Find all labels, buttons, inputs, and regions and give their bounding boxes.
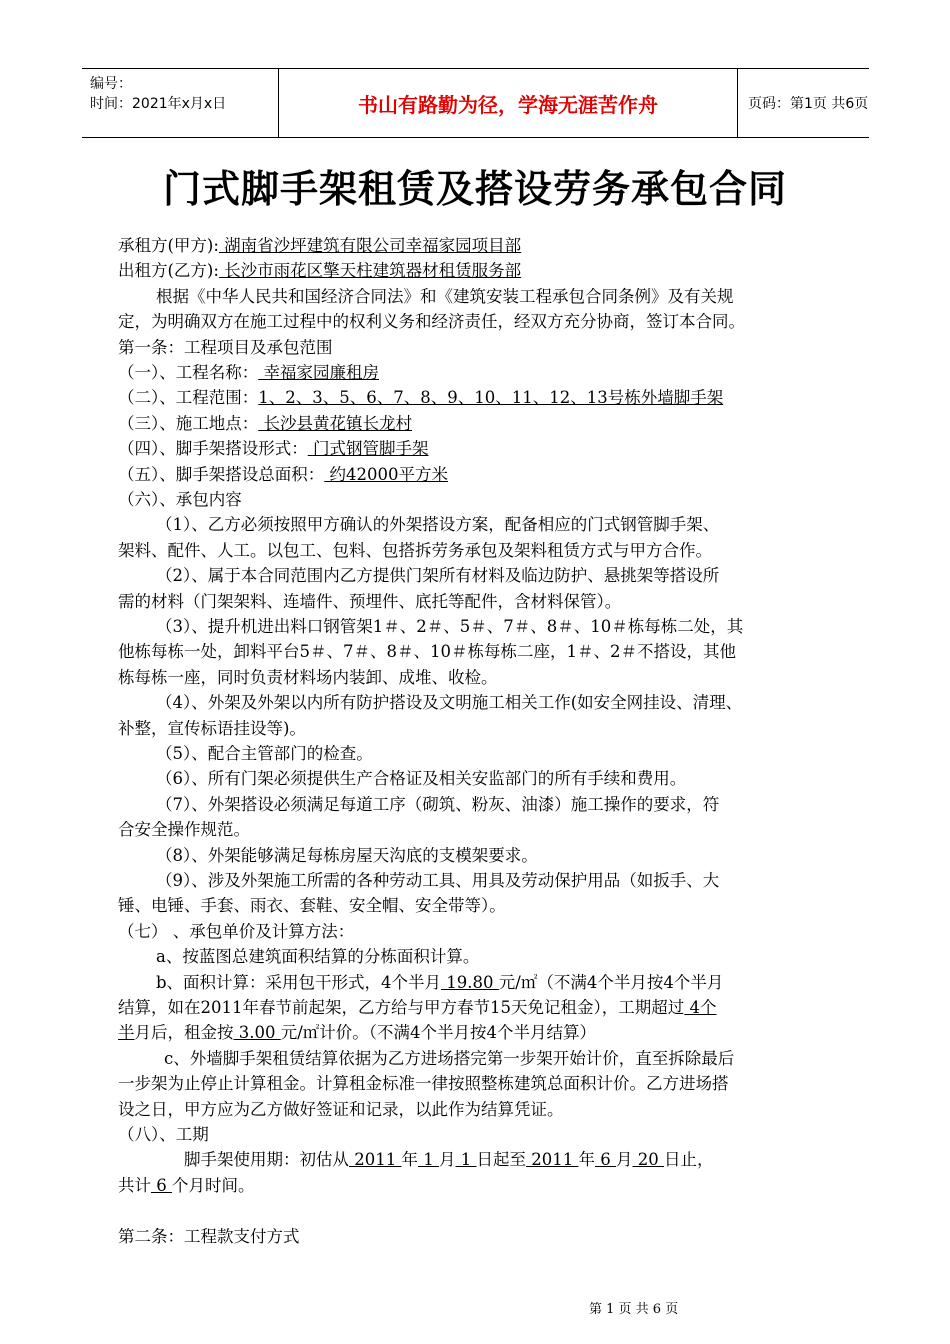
- text-segment: 个月时间。: [172, 1175, 255, 1195]
- text-segment: 补整，宣传标语挂设等)。: [118, 718, 306, 738]
- text-segment: 日起至: [476, 1150, 526, 1170]
- text-segment: 脚手架使用期：初估从: [184, 1150, 349, 1170]
- document-title: 门式脚手架租赁及搭设劳务承包合同: [162, 167, 787, 211]
- text-line: [156, 972, 723, 994]
- text-line: [156, 768, 686, 790]
- underlined-field: 3.00: [233, 1023, 281, 1043]
- text-line: [118, 921, 354, 943]
- text-segment: （9）、涉及外架施工所需的各种劳动工具、用具及劳动保护用品（如扳手、大: [156, 871, 720, 890]
- header-meta: [82, 69, 279, 137]
- text-segment: 他栋每栋一处，卸料平台5＃、7＃、8＃、10＃栋每栋二座，1＃、2＃不搭设，其他: [118, 642, 736, 662]
- text-segment: （6）、所有门架必须提供生产合格证及相关安监部门的所有手续和费用。: [156, 769, 687, 789]
- text-line: [118, 464, 448, 486]
- underlined-field: 约42000平方米: [324, 464, 448, 484]
- text-line: [118, 311, 745, 333]
- number-label: 编号：: [90, 76, 132, 92]
- text-line: [118, 260, 521, 282]
- text-line: [164, 1048, 734, 1070]
- text-segment: 日止，: [663, 1150, 714, 1170]
- text-line: [118, 489, 242, 511]
- text-line: [156, 845, 538, 867]
- text-segment: 年: [401, 1150, 418, 1170]
- text-segment: 锤、电锤、手套、雨衣、套鞋、安全帽、安全带等）。: [118, 896, 506, 916]
- text-segment: 年: [578, 1150, 595, 1170]
- text-segment: 一步架为止停止计算租金。计算租金标准一律按照整栋建筑总面积计价。乙方进场搭: [118, 1074, 729, 1094]
- text-segment: 承租方(甲方):: [118, 236, 219, 255]
- text-line: [118, 1175, 255, 1197]
- text-segment: （3）、提升机进出料口钢管架1＃、2＃、5＃、7＃、8＃、10＃栋每栋二处，其: [156, 617, 744, 636]
- text-segment: 第二条：工程款支付方式: [118, 1226, 300, 1246]
- page-header: [82, 68, 869, 138]
- underlined-field: 湖南省沙坪建筑有限公司幸福家园项目部: [218, 236, 522, 255]
- text-line: [118, 1099, 564, 1121]
- text-segment: （4）、外架及外架以内所有防护搭设及文明施工相关工作(如安全网挂设、清理、: [156, 693, 743, 713]
- text-line: [156, 514, 719, 536]
- text-line: [156, 616, 743, 638]
- underlined-field: 6: [594, 1150, 616, 1170]
- underlined-field: 2011: [349, 1150, 402, 1170]
- text-segment: （二）、工程范围：: [118, 388, 259, 408]
- text-line: [184, 1149, 713, 1171]
- text-segment: 共计: [118, 1175, 151, 1195]
- text-segment: b、面积计算：采用包干形式，4个半月: [156, 972, 442, 992]
- text-segment: 月: [438, 1150, 456, 1170]
- text-line: [118, 591, 621, 613]
- text-line: [156, 286, 734, 308]
- text-segment: （1）、乙方必须按照甲方确认的外架搭设方案，配备相应的门式钢管脚手架、: [156, 515, 720, 535]
- underlined-field: 幸福家园廉租房: [258, 363, 379, 382]
- time-label: 时间：2021年x月x日: [90, 96, 227, 112]
- text-line: [118, 1124, 209, 1146]
- text-line: [118, 641, 736, 663]
- text-line: [118, 1022, 596, 1044]
- text-line: [156, 692, 742, 714]
- underlined-field: 6: [151, 1175, 172, 1195]
- underlined-field: 2011: [525, 1150, 579, 1170]
- text-segment: 月: [615, 1150, 633, 1170]
- text-line: [118, 387, 723, 409]
- text-line: [118, 235, 521, 257]
- header-page-info: 页码：第1页 共6页: [748, 96, 869, 112]
- text-segment: 架料、配件、人工。以包工、包料、包搭拆劳务承包及架料租赁方式与甲方合作。: [118, 540, 712, 560]
- text-segment: c、外墙脚手架租赁结算依据为乙方进场搭完第一步架开始计价，直至拆除最后: [164, 1048, 735, 1068]
- text-segment: 月后，租金按: [134, 1023, 234, 1043]
- text-segment: （8）、外架能够满足每栋房屋天沟底的支模架要求。: [156, 845, 538, 865]
- text-segment: 合安全操作规范。: [118, 820, 250, 840]
- underlined-field: 门式钢管脚手架: [307, 439, 429, 459]
- text-line: [118, 997, 717, 1019]
- text-line: [156, 946, 479, 968]
- text-line: [156, 743, 373, 765]
- underlined-field: 长沙市雨花区擎天柱建筑器材租赁服务部: [218, 261, 522, 281]
- text-segment: a、按蓝图总建筑面积结算的分栋面积计算。: [156, 947, 480, 967]
- text-segment: （四）、脚手架搭设形式：: [118, 439, 308, 459]
- text-segment: 根据《中华人民共和国经济合同法》和《建筑安装工程承包合同条例》及有关规: [156, 286, 734, 306]
- underlined-field: 1: [455, 1150, 477, 1170]
- underlined-field: 半: [118, 1023, 135, 1043]
- text-segment: （八）、工期: [118, 1125, 209, 1144]
- text-segment: （五）、脚手架搭设总面积：: [118, 464, 325, 484]
- text-segment: 定，为明确双方在施工过程中的权利义务和经济责任，经双方充分协商，签订本合同。: [118, 312, 745, 332]
- underlined-field: 1: [417, 1150, 439, 1170]
- page-footer: 第 1 页 共 6 页: [589, 1302, 679, 1317]
- text-segment: 结算，如在2011年春节前起架，乙方给与甲方春节15天免记租金），工期超过: [118, 998, 685, 1017]
- text-line: [118, 337, 333, 359]
- text-segment: （5）、配合主管部门的检查。: [156, 744, 373, 763]
- text-line: [118, 362, 379, 384]
- underlined-field: 1、2、3、5、6、7、8、9、10、11、12、13号栋外墙脚手架: [258, 388, 724, 408]
- text-segment: 栋每栋一座，同时负责材料场内装卸、成堆、收检。: [118, 667, 498, 687]
- text-segment: 第一条：工程项目及承包范围: [118, 337, 333, 357]
- text-line: [118, 819, 250, 841]
- text-segment: 设之日，甲方应为乙方做好签证和记录，以此作为结算凭证。: [118, 1099, 564, 1119]
- text-line: [118, 895, 506, 917]
- underlined-field: 4个: [684, 998, 717, 1017]
- text-segment: 出租方(乙方):: [118, 261, 219, 281]
- text-line: [156, 870, 719, 892]
- text-segment: 元/㎡计价。（不满4个半月按4个半月结算）: [280, 1023, 597, 1043]
- text-line: [156, 794, 719, 816]
- text-line: [118, 1226, 300, 1248]
- text-line: [118, 540, 712, 562]
- text-line: [118, 1073, 729, 1095]
- text-segment: （七） 、承包单价及计算方法：: [118, 921, 355, 941]
- text-segment: （2）、属于本合同范围内乙方提供门架所有材料及临边防护、悬挑架等搭设所: [156, 566, 720, 586]
- text-line: [118, 438, 429, 460]
- text-line: [118, 667, 498, 689]
- text-line: [118, 718, 306, 740]
- underlined-field: 长沙县黄花镇长龙村: [258, 413, 412, 433]
- header-motto: 书山有路勤为径，学海无涯苦作舟: [279, 69, 738, 137]
- text-segment: （一）、工程名称：: [118, 363, 259, 382]
- text-line: [118, 413, 412, 435]
- underlined-field: 20: [632, 1150, 664, 1170]
- text-segment: 需的材料（门架架料、连墙件、预埋件、底托等配件，含材料保管）。: [118, 591, 622, 611]
- text-segment: （三）、施工地点：: [118, 413, 259, 433]
- text-line: [156, 565, 719, 587]
- underlined-field: 19.80: [441, 972, 499, 992]
- text-segment: （六）、承包内容: [118, 490, 242, 509]
- text-segment: 元/㎡（不满4个半月按4个半月: [498, 972, 724, 992]
- text-segment: （7）、外架搭设必须满足每道工序（砌筑、粉灰、油漆）施工操作的要求，符: [156, 794, 720, 814]
